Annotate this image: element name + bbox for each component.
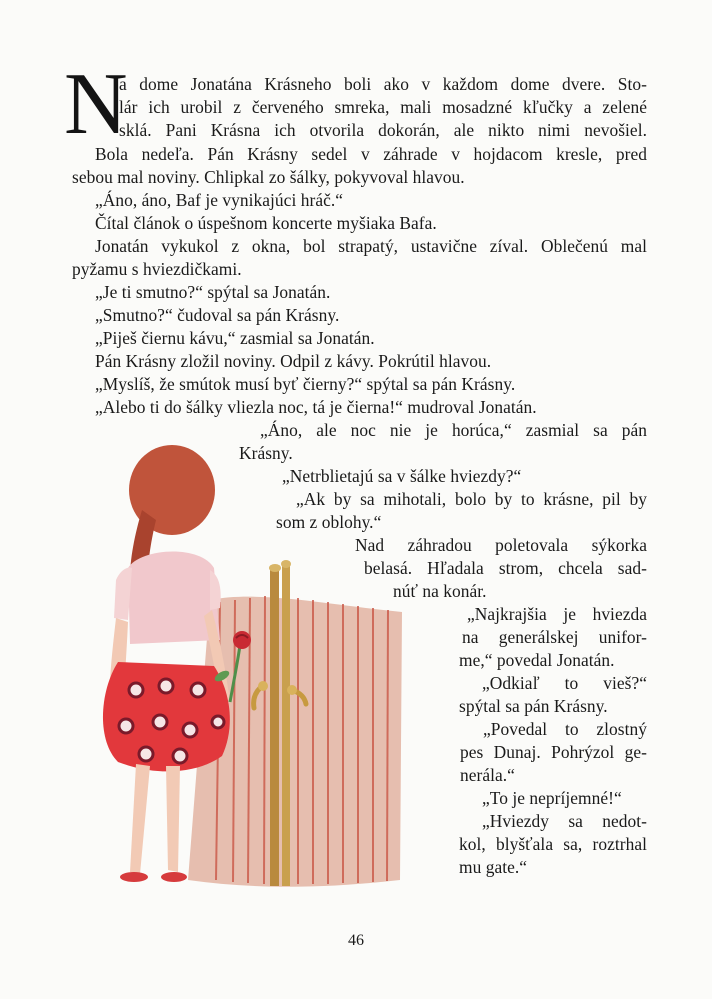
text-line: nerála.“ [460,765,515,785]
text-line: pyžamu s hviezdičkami. [72,259,242,279]
text-line: „Áno, ale noc nie je horúca,“ zasmial sa pán [260,420,647,440]
drop-cap: N [64,56,128,153]
text-line: sebou mal noviny. Chlipkal zo šálky, pokyvoval hlavou. [72,167,465,187]
text-line: belasá. Hľadala strom, chcela sad- [364,558,647,578]
text-line: „Ak by sa mihotali, bolo by to krásne, pil by [296,489,647,509]
text-line: Bola nedeľa. Pán Krásny sedel v záhrade v hojdacom kresle, pred [95,144,647,164]
text-line: Jonatán vykukol z okna, bol strapatý, ustavične zíval. Oblečenú mal [95,236,647,256]
text-line: „Je ti smutno?“ spýtal sa Jonatán. [95,282,331,302]
text-line: Čítal článok o úspešnom koncerte myšiaka Bafa. [95,213,437,233]
text-line: spýtal sa pán Krásny. [459,696,608,716]
text-line: núť na konár. [393,581,487,601]
text-line: pes Dunaj. Pohrýzol ge- [460,742,647,762]
text-line: „Povedal to zlostný [483,719,647,739]
text-line: „Piješ čiernu kávu,“ zasmial sa Jonatán. [95,328,375,348]
text-line: „Alebo ti do šálky vliezla noc, tá je čierna!“ mudroval Jonatán. [95,397,537,417]
text-line: na generálskej unifor- [462,627,647,647]
text-line: Pán Krásny zložil noviny. Odpil z kávy. Pokrútil hlavou. [95,351,492,371]
text-line: „Myslíš, že smútok musí byť čierny?“ spýtal sa pán Krásny. [95,374,516,394]
text-line: „Najkrajšia je hviezda [467,604,647,624]
girl-and-door-illustration [70,440,415,905]
text-line: Krásny. [239,443,293,463]
text-line: mu gate.“ [459,857,528,877]
page-number: 46 [348,932,364,949]
text-line: a dome Jonatána Krásneho boli ako v každom dome dvere. Sto- [119,74,647,94]
text-line: „To je nepríjemné!“ [482,788,622,808]
text-line: me,“ povedal Jonatán. [459,650,615,670]
text-line: kol, blyšťala sa, roztrhal [459,834,647,854]
text-line: „Netrblietajú sa v šálke hviezdy?“ [282,466,522,486]
text-line: som z oblohy.“ [276,512,382,532]
text-line: „Hviezdy sa nedot- [482,811,647,831]
text-line: „Smutno?“ čudoval sa pán Krásny. [95,305,340,325]
text-line: Nad záhradou poletovala sýkorka [355,535,647,555]
text-line: sklá. Pani Krásna ich otvorila dokorán, ale nikto nimi nevošiel. [119,120,647,140]
text-line: „Áno, áno, Baf je vynikajúci hráč.“ [95,190,344,210]
text-line: „Odkiaľ to vieš?“ [482,673,647,693]
text-line: lár ich urobil z červeného smreka, mali mosadzné kľučky a zelené [119,97,647,117]
